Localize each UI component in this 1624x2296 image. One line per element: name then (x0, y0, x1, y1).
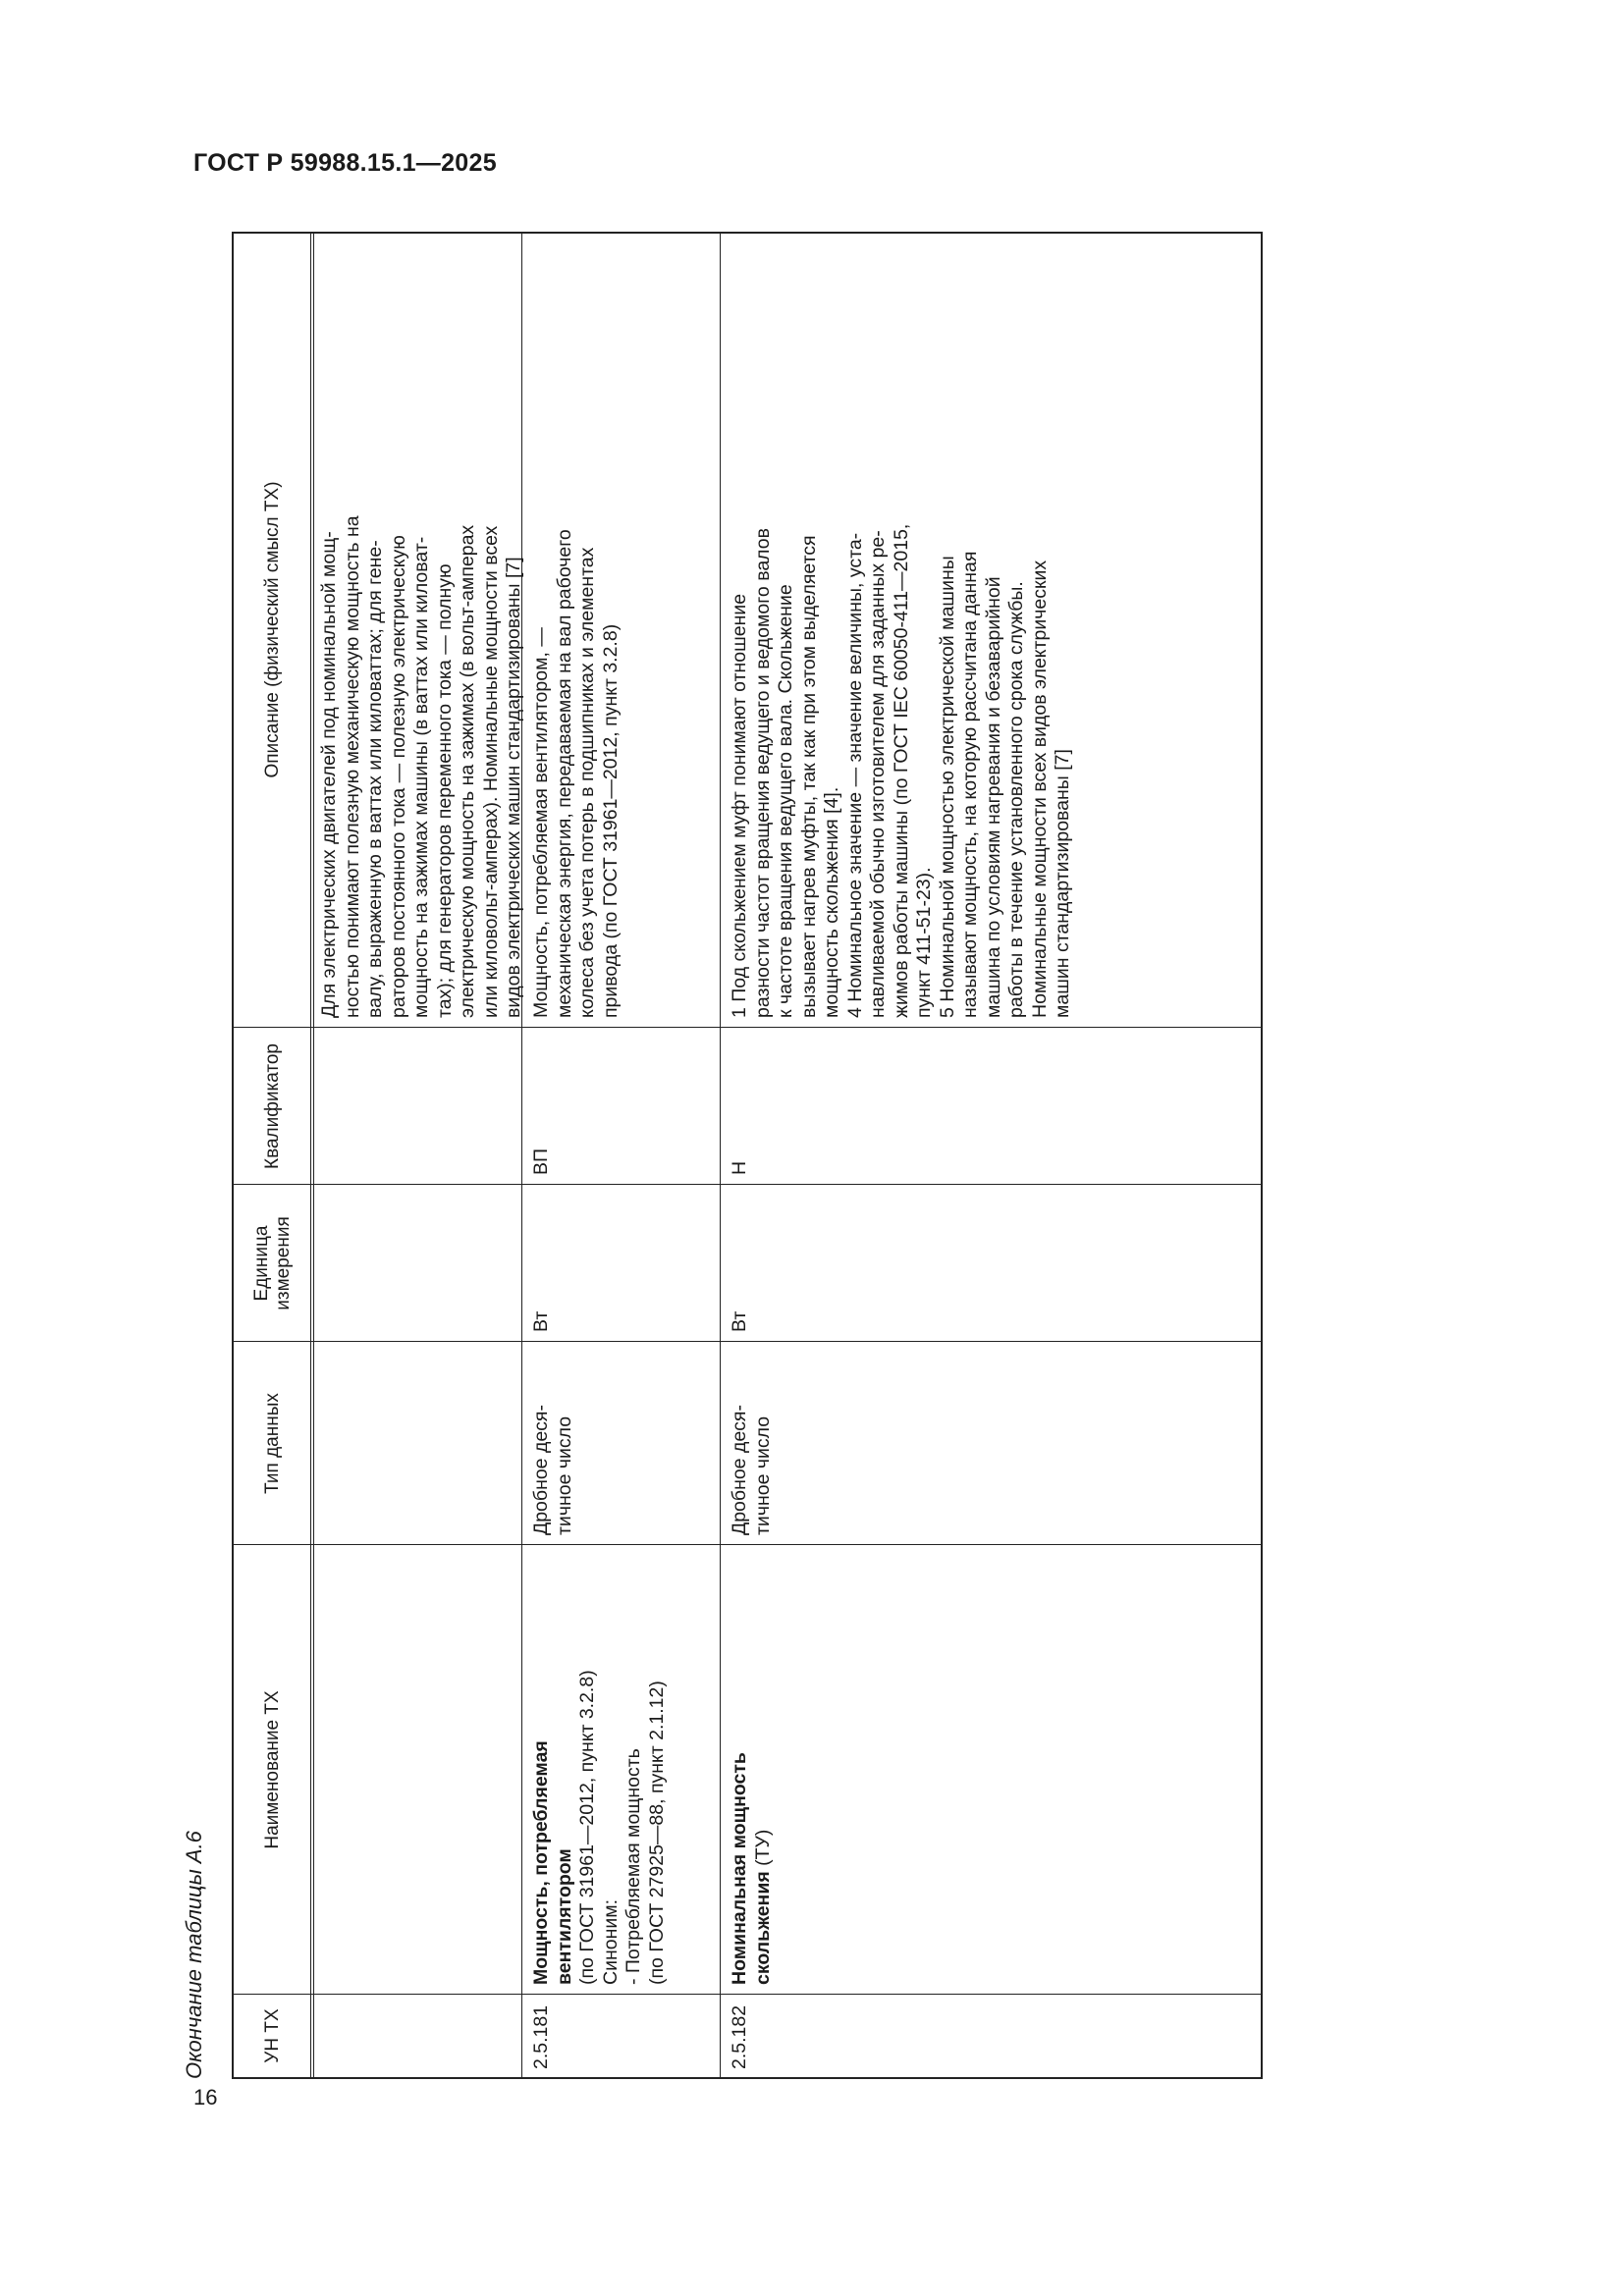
column-divider (234, 1341, 1261, 1342)
row-3-name-rest: (ТУ) (751, 1829, 774, 1872)
document-header: ГОСТ Р 59988.15.1—2025 (193, 149, 497, 177)
column-header-name: Наименование ТХ (262, 1690, 283, 1849)
column-header-type: Тип данных (262, 1393, 283, 1494)
rotated-table-block (182, 229, 1262, 2079)
row-3-name-bold: Номинальная мощность скольжения (729, 1752, 774, 1985)
row-2-type: Дробное деся- тичное число (530, 1405, 575, 1535)
row-2-unit: Вт (530, 1310, 552, 1332)
row-2-name-rest: (по ГОСТ 31961—2012, пункт 3.2.8) Синоним: - Потребляемая мощность (по ГОСТ 27925—88, пункт 2.1.12) (576, 1670, 668, 1985)
row-3-unit: Вт (729, 1310, 750, 1332)
row-2-name (530, 1670, 669, 1985)
table-caption: Окончание таблицы А.6 (182, 1831, 206, 2079)
row-divider (521, 234, 522, 2077)
row-3-description: 1 Под скольжением муфт понимают отношение разности частот вращения ведущего и ведомого валов к частоте вращения ведущего вала. Скольжение вызывает нагрев муфты, так как при этом выделяется мощность скольжения [4]. 4 Номинальное значение — значение величины, уста- навливаемой обычно изготовителем для заданных ре- жимов работы машины (по ГОСТ IEC 60050-411—2015, пункт 411-51-23). 5 Номинальной мощностью электрической машины называют мощность, на которую рассчитана данная машина по условиям нагревания и безаварийной работы в течение установленного срока службы. Номинальные мощности всех видов электрических машин стандартизированы [7] (729, 523, 1073, 1018)
row-divider (720, 234, 721, 2077)
row-3-qualifier: Н (729, 1160, 750, 1175)
column-divider (234, 1184, 1261, 1185)
row-3-name (729, 1752, 775, 1985)
row-2-name-bold: Мощность, потребляемая вентилятором (530, 1740, 575, 1985)
row-2-qualifier: ВП (530, 1148, 552, 1175)
data-table (232, 232, 1263, 2079)
column-divider (234, 1544, 1261, 1545)
column-header-unit: Единица измерения (251, 1216, 294, 1310)
column-header-qualifier: Квалификатор (262, 1043, 283, 1169)
row-3-type: Дробное деся- тичное число (729, 1405, 774, 1535)
row-2-code: 2.5.181 (530, 2004, 552, 2069)
column-header-code: УН ТХ (262, 2008, 283, 2063)
row-1-description: Для электрических двигателей под номинальной мощ- ностью понимают полезную механическую мощность на валу, выраженную в ваттах или киловаттах; для гене- раторов постоянного тока — полезную электрическую мощность на зажимах машины (в ваттах или киловат- тах); для генераторов переменного тока — полную электрическую мощность на зажимах (в вольт-амперах или киловольт-амперах). Номинальные мощности всех видов электрических машин стандартизированы [7] (318, 515, 524, 1018)
column-divider (234, 1994, 1261, 1995)
row-3-code: 2.5.182 (729, 2004, 750, 2069)
page-number: 16 (193, 2085, 218, 2109)
column-divider (234, 1027, 1261, 1028)
column-header-description: Описание (физический смысл ТХ) (262, 481, 283, 778)
row-2-description: Мощность, потребляемая вентилятором, — механическая энергия, передаваемая на вал рабочего колеса без учета потерь в подшипниках и элементах привода (по ГОСТ 31961—2012, пункт 3.2.8) (530, 529, 622, 1018)
